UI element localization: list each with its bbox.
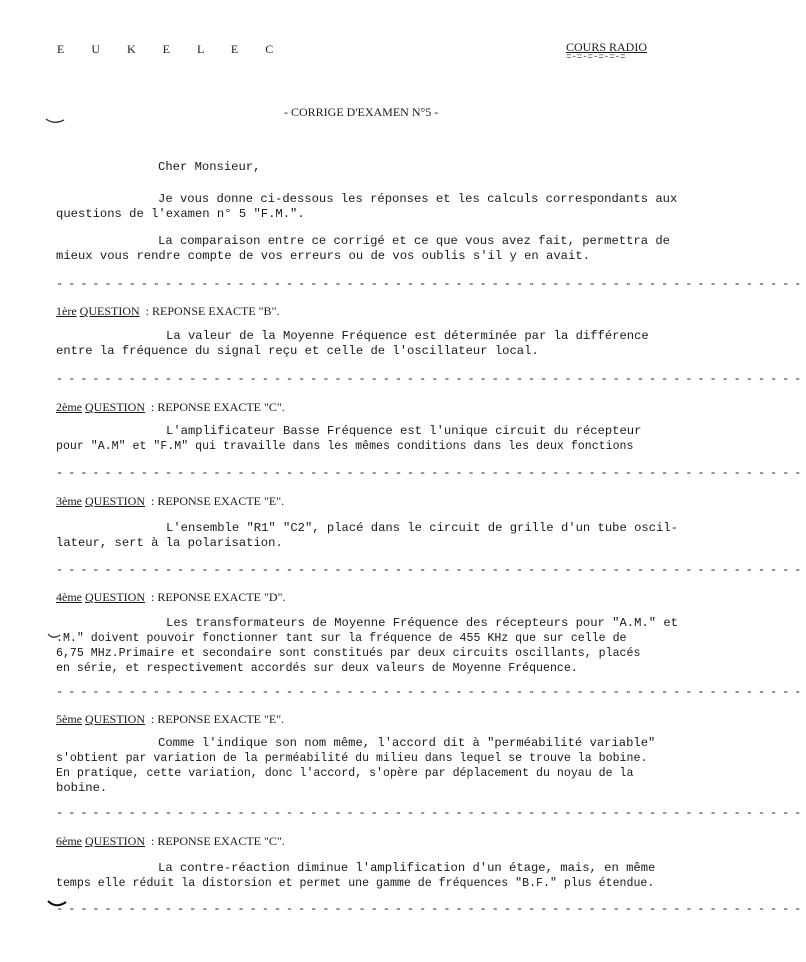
separator: --------------------------------------------------------------: [56, 372, 806, 386]
question-2-heading: [56, 400, 285, 415]
question-5-answer: : REPONSE EXACTE "E".: [151, 712, 285, 726]
question-3-number: 3ème: [56, 494, 82, 508]
separator: --------------------------------------------------------------: [56, 685, 806, 699]
intro-p1-line1: Je vous donne ci-dessous les réponses et les calculs correspondants aux: [158, 192, 678, 206]
question-6-line1: La contre-réaction diminue l'amplification d'un étage, mais, en même: [158, 861, 656, 875]
salutation: Cher Monsieur,: [158, 160, 261, 174]
question-1-label: QUESTION: [79, 304, 140, 318]
question-3-line1: L'ensemble "R1" "C2", placé dans le circuit de grille d'un tube oscil-: [166, 521, 678, 535]
question-6-label: QUESTION: [85, 834, 145, 848]
question-1-answer: : REPONSE EXACTE "B".: [145, 304, 280, 318]
question-1-line1: La valeur de la Moyenne Fréquence est déterminée par la différence: [166, 329, 649, 343]
question-3-answer: : REPONSE EXACTE "E".: [151, 494, 285, 508]
question-2-number: 2ème: [56, 400, 82, 414]
question-5-number: 5ème: [56, 712, 82, 726]
question-4-line1: Les transformateurs de Moyenne Fréquence des récepteurs pour "A.M." et: [166, 616, 678, 630]
question-4-line4: en série, et respectivement accordés sur deux valeurs de Moyenne Fréquence.: [56, 662, 578, 675]
question-5-line3: En pratique, cette variation, donc l'accord, s'opère par déplacement du noyau de la: [56, 767, 634, 780]
question-3-line2: lateur, sert à la polarisation.: [56, 536, 283, 550]
question-4-line2: .M." doivent pouvoir fonctionner tant sur la fréquence de 455 KHz que sur celle de: [56, 632, 627, 645]
scan-mark-curve: [46, 898, 70, 912]
separator: --------------------------------------------------------------: [56, 902, 806, 916]
course-title: COURS RADIO: [566, 40, 648, 54]
question-2-line1: L'amplificateur Basse Fréquence est l'unique circuit du récepteur: [166, 424, 642, 438]
question-6-line2: temps elle réduit la distorsion et permet une gamme de fréquences "B.F." plus étendue.: [56, 877, 655, 890]
question-4-heading: [56, 590, 285, 605]
question-5-heading: [56, 712, 284, 727]
question-1-line2: entre la fréquence du signal reçu et celle de l'oscillateur local.: [56, 344, 539, 358]
question-2-answer: : REPONSE EXACTE "C".: [151, 400, 285, 414]
question-2-label: QUESTION: [85, 400, 145, 414]
question-2-line2: pour "A.M" et "F.M" qui travaille dans les mêmes conditions dans les deux fonctions: [56, 440, 634, 453]
question-6-number: 6ème: [56, 834, 82, 848]
question-5-line1: Comme l'indique son nom même, l'accord dit à "perméabilité variable": [158, 736, 656, 750]
scan-mark-curve: [44, 115, 68, 127]
intro-p2-line2: mieux vous rendre compte de vos erreurs ou de vos oublis s'il y en avait.: [56, 249, 590, 263]
question-5-label: QUESTION: [85, 712, 145, 726]
question-5-line4: bobine.: [56, 781, 108, 795]
brand-name: E U K E L E C: [57, 42, 286, 56]
question-4-answer: : REPONSE EXACTE "D".: [151, 590, 286, 604]
question-6-heading: [56, 834, 285, 849]
question-4-label: QUESTION: [85, 590, 145, 604]
question-3-label: QUESTION: [85, 494, 145, 508]
intro-p1-line2: questions de l'examen n° 5 "F.M.".: [56, 207, 305, 221]
question-1-heading: [56, 304, 279, 319]
intro-p2-line1: La comparaison entre ce corrigé et ce que vous avez fait, permettra de: [158, 234, 670, 248]
question-6-answer: : REPONSE EXACTE "C".: [151, 834, 285, 848]
question-3-heading: [56, 494, 284, 509]
question-1-number: 1ère: [56, 304, 77, 318]
separator: --------------------------------------------------------------: [56, 277, 806, 291]
question-5-line2: s'obtient par variation de la perméabilité du milieu dans lequel se trouve la bobine.: [56, 752, 648, 765]
scan-mark-curve: [46, 630, 62, 644]
separator: --------------------------------------------------------------: [56, 806, 806, 820]
separator: --------------------------------------------------------------: [56, 563, 806, 577]
separator: --------------------------------------------------------------: [56, 466, 806, 480]
course-title-underline: =-=-=-=-=-=: [566, 52, 626, 62]
page-title: - CORRIGE D'EXAMEN N°5 -: [284, 105, 439, 119]
question-4-line3: 6,75 MHz.Primaire et secondaire sont constitués par deux circuits oscillants, placés: [56, 647, 641, 660]
question-4-number: 4ème: [56, 590, 82, 604]
